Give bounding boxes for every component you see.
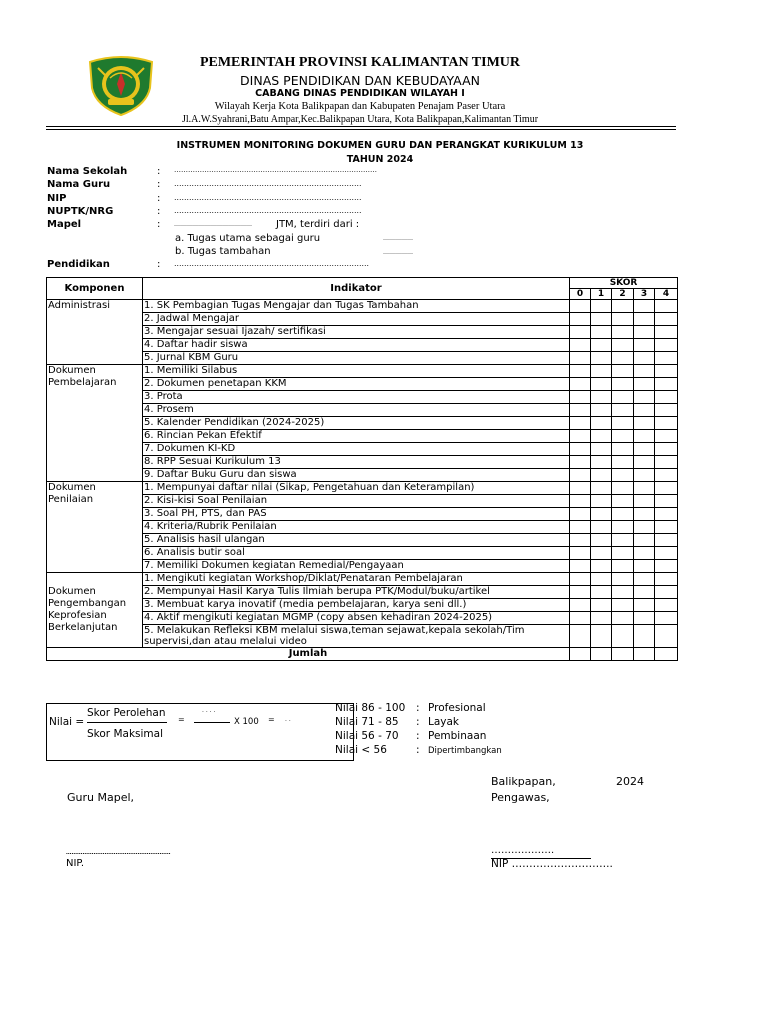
jumlah-label: Jumlah <box>47 648 570 661</box>
score-cell-2[interactable] <box>612 521 634 534</box>
score-cell-1[interactable] <box>591 443 612 456</box>
score-cell-3[interactable] <box>634 573 655 586</box>
document-title: INSTRUMEN MONITORING DOKUMEN GURU DAN PERANGKAT KURIKULUM 13 <box>176 140 584 151</box>
score-cell-2[interactable] <box>612 456 634 469</box>
score-cell-0[interactable] <box>570 482 591 495</box>
numerator-label: Skor Perolehan <box>87 707 166 719</box>
pendidikan-label: Pendidikan <box>47 259 110 270</box>
skor-col-2: 2 <box>612 289 634 300</box>
jtm-label: JTM, terdiri dari : <box>276 219 360 230</box>
score-cell-1[interactable] <box>591 300 612 313</box>
score-cell-3[interactable] <box>634 612 655 625</box>
score-cell-2[interactable] <box>612 547 634 560</box>
criteria-range: Nilai < 56 <box>335 744 387 756</box>
score-cell-2[interactable] <box>612 573 634 586</box>
monitoring-table <box>46 277 678 661</box>
score-cell-1[interactable] <box>591 599 612 612</box>
criteria-label: Dipertimbangkan <box>428 746 502 756</box>
indikator-cell: 8. RPP Sesuai Kurikulum 13 <box>143 456 570 469</box>
score-formula-box <box>46 703 354 761</box>
equals-sign: = <box>178 715 185 724</box>
score-cell-0[interactable] <box>570 352 591 365</box>
skor-col-1: 1 <box>591 289 612 300</box>
fraction-bar <box>87 722 167 723</box>
criteria-label: Layak <box>428 716 460 728</box>
score-cell-3[interactable] <box>634 482 655 495</box>
komponen-cell: Dokumen Penilaian <box>47 482 143 573</box>
header-branch: CABANG DINAS PENDIDIKAN WILAYAH I <box>255 88 465 99</box>
score-cell-0[interactable] <box>570 599 591 612</box>
score-cell-2[interactable] <box>612 300 634 313</box>
pengawas-nip[interactable]: NIP ……………………….. <box>491 858 613 870</box>
score-cell-1[interactable] <box>591 612 612 625</box>
jumlah-row <box>47 648 678 661</box>
score-cell-2[interactable] <box>612 365 634 378</box>
score-cell-2[interactable] <box>612 391 634 404</box>
times-100: X 100 <box>234 717 259 727</box>
score-cell-3[interactable] <box>634 339 655 352</box>
score-cell-4[interactable] <box>655 417 678 430</box>
score-cell-3[interactable] <box>634 378 655 391</box>
indikator-cell: 3. Membuat karya inovatif (media pembelajaran, karya seni dll.) <box>143 599 570 612</box>
indikator-cell: 5. Analisis hasil ulangan <box>143 534 570 547</box>
table-row <box>47 573 678 586</box>
score-cell-1[interactable] <box>591 378 612 391</box>
score-cell-0[interactable] <box>570 456 591 469</box>
score-cell-3[interactable] <box>634 495 655 508</box>
score-cell-1[interactable] <box>591 495 612 508</box>
indikator-cell: 2. Dokumen penetapan KKM <box>143 378 570 391</box>
jumlah-score-cell-2[interactable] <box>612 648 634 661</box>
indikator-cell: 2. Kisi-kisi Soal Penilaian <box>143 495 570 508</box>
score-cell-0[interactable] <box>570 521 591 534</box>
score-cell-4[interactable] <box>655 456 678 469</box>
score-cell-2[interactable] <box>612 378 634 391</box>
score-cell-2[interactable] <box>612 495 634 508</box>
score-cell-4[interactable] <box>655 508 678 521</box>
nuptk-field[interactable]: ………………………………………………………………… <box>174 206 362 215</box>
skor-col-4: 4 <box>655 289 678 300</box>
criteria-label: Pembinaan <box>428 730 487 742</box>
score-cell-2[interactable] <box>612 508 634 521</box>
blank-fraction-bar <box>194 722 230 723</box>
score-cell-4[interactable] <box>655 378 678 391</box>
komponen-cell: Administrasi <box>47 300 143 365</box>
score-cell-3[interactable] <box>634 417 655 430</box>
score-cell-4[interactable] <box>655 313 678 326</box>
score-cell-0[interactable] <box>570 612 591 625</box>
score-cell-2[interactable] <box>612 352 634 365</box>
score-cell-1[interactable] <box>591 352 612 365</box>
nama-guru-label: Nama Guru <box>47 179 111 190</box>
score-cell-4[interactable] <box>655 495 678 508</box>
indikator-cell: 2. Jadwal Mengajar <box>143 313 570 326</box>
score-cell-4[interactable] <box>655 443 678 456</box>
score-cell-0[interactable] <box>570 547 591 560</box>
indikator-cell: 5. Jurnal KBM Guru <box>143 352 570 365</box>
indikator-cell: 3. Prota <box>143 391 570 404</box>
indikator-cell: 4. Daftar hadir siswa <box>143 339 570 352</box>
jumlah-score-cell-4[interactable] <box>655 648 678 661</box>
score-cell-1[interactable] <box>591 547 612 560</box>
score-cell-1[interactable] <box>591 573 612 586</box>
score-cell-1[interactable] <box>591 391 612 404</box>
header-region: Wilayah Kerja Kota Balikpapan dan Kabupaten Penajam Paser Utara <box>214 101 506 112</box>
score-cell-0[interactable] <box>570 391 591 404</box>
score-cell-3[interactable] <box>634 391 655 404</box>
score-cell-2[interactable] <box>612 625 634 648</box>
score-cell-3[interactable] <box>634 508 655 521</box>
score-cell-1[interactable] <box>591 339 612 352</box>
indikator-cell: 6. Rincian Pekan Efektif <box>143 430 570 443</box>
score-cell-0[interactable] <box>570 339 591 352</box>
score-cell-1[interactable] <box>591 456 612 469</box>
tugas-utama-field[interactable]: …………… <box>383 235 413 242</box>
score-cell-4[interactable] <box>655 573 678 586</box>
pendidikan-field[interactable]: …………………………………………………………………… <box>174 259 369 268</box>
criteria-range: Nilai 86 - 100 <box>335 702 406 714</box>
score-cell-4[interactable] <box>655 560 678 573</box>
nama-guru-colon: : <box>157 179 161 190</box>
score-cell-0[interactable] <box>570 404 591 417</box>
indikator-cell: 4. Aktif mengikuti kegiatan MGMP (copy absen kehadiran 2024-2025) <box>143 612 570 625</box>
criteria-label: Profesional <box>428 702 486 714</box>
score-cell-1[interactable] <box>591 404 612 417</box>
score-cell-4[interactable] <box>655 300 678 313</box>
score-cell-3[interactable] <box>634 300 655 313</box>
score-cell-3[interactable] <box>634 456 655 469</box>
score-cell-0[interactable] <box>570 560 591 573</box>
score-cell-3[interactable] <box>634 469 655 482</box>
score-cell-3[interactable] <box>634 534 655 547</box>
score-cell-3[interactable] <box>634 430 655 443</box>
score-cell-2[interactable] <box>612 326 634 339</box>
score-cell-4[interactable] <box>655 482 678 495</box>
indikator-cell: 7. Memiliki Dokumen kegiatan Remedial/Pengayaan <box>143 560 570 573</box>
nama-sekolah-field[interactable]: …………………………………………………………………………… <box>174 166 377 174</box>
table-row <box>47 482 678 495</box>
score-cell-3[interactable] <box>634 326 655 339</box>
skor-col-3: 3 <box>634 289 655 300</box>
tugas-tambahan-field[interactable]: …………… <box>383 249 413 256</box>
score-cell-4[interactable] <box>655 339 678 352</box>
nama-sekolah-colon: : <box>157 166 161 177</box>
score-cell-3[interactable] <box>634 521 655 534</box>
score-cell-4[interactable] <box>655 391 678 404</box>
score-cell-0[interactable] <box>570 495 591 508</box>
score-cell-4[interactable] <box>655 599 678 612</box>
score-cell-4[interactable] <box>655 352 678 365</box>
score-cell-1[interactable] <box>591 560 612 573</box>
score-cell-0[interactable] <box>570 326 591 339</box>
score-cell-1[interactable] <box>591 625 612 648</box>
pengawas-signature-line[interactable]: ………………. <box>491 845 555 856</box>
score-cell-1[interactable] <box>591 482 612 495</box>
score-cell-3[interactable] <box>634 586 655 599</box>
nip-colon: : <box>157 193 161 204</box>
score-cell-4[interactable] <box>655 612 678 625</box>
indikator-cell: 6. Analisis butir soal <box>143 547 570 560</box>
criteria-colon: : <box>416 702 420 714</box>
score-cell-0[interactable] <box>570 625 591 648</box>
score-cell-4[interactable] <box>655 365 678 378</box>
table-row <box>47 365 678 378</box>
score-cell-4[interactable] <box>655 404 678 417</box>
indikator-cell: 4. Prosem <box>143 404 570 417</box>
criteria-range: Nilai 56 - 70 <box>335 730 399 742</box>
header-address: Jl.A.W.Syahrani,Batu Ampar,Kec.Balikpapan Utara, Kota Balikpapan,Kalimantan Timur <box>181 114 539 125</box>
score-cell-2[interactable] <box>612 313 634 326</box>
criteria-range: Nilai 71 - 85 <box>335 716 399 728</box>
indikator-cell: 7. Dokumen KI-KD <box>143 443 570 456</box>
criteria-colon: : <box>416 744 420 756</box>
score-cell-2[interactable] <box>612 560 634 573</box>
nama-sekolah-label: Nama Sekolah <box>47 166 128 177</box>
provincial-emblem-logo <box>86 54 156 116</box>
guru-signature-line[interactable]: ………………………………………………… <box>66 850 171 856</box>
score-cell-1[interactable] <box>591 365 612 378</box>
mapel-field[interactable]: ………………………………… <box>174 221 252 228</box>
signature-year: 2024 <box>616 775 644 788</box>
indikator-cell: 1. Memiliki Silabus <box>143 365 570 378</box>
denominator-label: Skor Maksimal <box>87 728 163 740</box>
placeholder-dots-top: · · · · <box>202 709 216 716</box>
score-cell-1[interactable] <box>591 534 612 547</box>
score-cell-3[interactable] <box>634 313 655 326</box>
indikator-cell: 3. Soal PH, PTS, dan PAS <box>143 508 570 521</box>
score-cell-0[interactable] <box>570 586 591 599</box>
score-cell-4[interactable] <box>655 547 678 560</box>
score-cell-2[interactable] <box>612 599 634 612</box>
indikator-cell: 5. Melakukan Refleksi KBM melalui siswa,teman sejawat,kepala sekolah/Tim supervisi,dan atau melalui video <box>143 625 570 648</box>
score-cell-4[interactable] <box>655 534 678 547</box>
equals-sign-2: = <box>268 715 275 724</box>
score-cell-1[interactable] <box>591 326 612 339</box>
header-divider <box>46 126 676 127</box>
score-cell-0[interactable] <box>570 430 591 443</box>
score-cell-1[interactable] <box>591 508 612 521</box>
score-cell-4[interactable] <box>655 326 678 339</box>
score-cell-4[interactable] <box>655 586 678 599</box>
score-cell-2[interactable] <box>612 469 634 482</box>
score-cell-4[interactable] <box>655 521 678 534</box>
pengawas-label: Pengawas, <box>491 791 550 804</box>
score-cell-0[interactable] <box>570 417 591 430</box>
score-cell-1[interactable] <box>591 469 612 482</box>
indikator-cell: 4. Kriteria/Rubrik Penilaian <box>143 521 570 534</box>
score-cell-0[interactable] <box>570 443 591 456</box>
score-cell-2[interactable] <box>612 586 634 599</box>
score-cell-1[interactable] <box>591 521 612 534</box>
nilai-label: Nilai = <box>49 716 85 728</box>
tugas-tambahan-label: b. Tugas tambahan <box>175 246 271 257</box>
score-cell-0[interactable] <box>570 469 591 482</box>
mapel-label: Mapel <box>47 219 82 230</box>
mapel-colon: : <box>157 219 161 230</box>
table-row <box>47 300 678 313</box>
jumlah-score-cell-1[interactable] <box>591 648 612 661</box>
indikator-cell: 1. SK Pembagian Tugas Mengajar dan Tugas Tambahan <box>143 300 570 313</box>
score-cell-3[interactable] <box>634 404 655 417</box>
score-cell-2[interactable] <box>612 443 634 456</box>
komponen-cell: Dokumen Pengembangan Keprofesian Berkelanjutan <box>47 573 143 648</box>
header-divider-thin <box>46 129 676 130</box>
pendidikan-colon: : <box>157 259 161 270</box>
nuptk-label: NUPTK/NRG <box>47 206 114 217</box>
score-cell-3[interactable] <box>634 547 655 560</box>
score-cell-2[interactable] <box>612 534 634 547</box>
komponen-header: Komponen <box>47 278 143 300</box>
score-cell-0[interactable] <box>570 573 591 586</box>
criteria-colon: : <box>416 730 420 742</box>
indikator-cell: 9. Daftar Buku Guru dan siswa <box>143 469 570 482</box>
score-cell-2[interactable] <box>612 417 634 430</box>
signature-city: Balikpapan, <box>491 775 556 788</box>
score-cell-1[interactable] <box>591 586 612 599</box>
nama-guru-field[interactable]: ………………………………………………………………… <box>174 179 362 188</box>
header-title: PEMERINTAH PROVINSI KALIMANTAN TIMUR <box>199 55 521 70</box>
score-cell-3[interactable] <box>634 599 655 612</box>
score-cell-0[interactable] <box>570 378 591 391</box>
indikator-header: Indikator <box>143 278 570 300</box>
score-cell-0[interactable] <box>570 313 591 326</box>
tugas-utama-label: a. Tugas utama sebagai guru <box>175 233 321 244</box>
document-year: TAHUN 2024 <box>346 154 414 165</box>
nip-field[interactable]: ………………………………………………………………… <box>174 193 362 202</box>
score-cell-0[interactable] <box>570 365 591 378</box>
score-cell-1[interactable] <box>591 430 612 443</box>
score-cell-2[interactable] <box>612 430 634 443</box>
guru-nip: NIP. <box>66 858 85 869</box>
indikator-cell: 2. Mempunyai Hasil Karya Tulis Ilmiah berupa PTK/Modul/buku/artikel <box>143 586 570 599</box>
score-cell-1[interactable] <box>591 417 612 430</box>
criteria-colon: : <box>416 716 420 728</box>
nuptk-colon: : <box>157 206 161 217</box>
score-cell-2[interactable] <box>612 404 634 417</box>
score-cell-2[interactable] <box>612 339 634 352</box>
score-cell-3[interactable] <box>634 352 655 365</box>
indikator-cell: 3. Mengajar sesuai Ijazah/ sertifikasi <box>143 326 570 339</box>
komponen-cell: Dokumen Pembelajaran <box>47 365 143 482</box>
indikator-cell: 1. Mengikuti kegiatan Workshop/Diklat/Penataran Pembelajaran <box>143 573 570 586</box>
jumlah-score-cell-3[interactable] <box>634 648 655 661</box>
score-cell-3[interactable] <box>634 443 655 456</box>
nip-label: NIP <box>47 193 67 204</box>
header-agency: DINAS PENDIDIKAN DAN KEBUDAYAAN <box>240 73 480 88</box>
score-cell-4[interactable] <box>655 430 678 443</box>
score-cell-0[interactable] <box>570 300 591 313</box>
score-cell-0[interactable] <box>570 508 591 521</box>
score-cell-4[interactable] <box>655 469 678 482</box>
indikator-cell: 1. Mempunyai daftar nilai (Sikap, Pengetahuan dan Keterampilan) <box>143 482 570 495</box>
placeholder-dots-right: · · <box>285 718 291 725</box>
score-cell-0[interactable] <box>570 534 591 547</box>
score-cell-1[interactable] <box>591 313 612 326</box>
guru-mapel-label: Guru Mapel, <box>67 791 135 804</box>
score-cell-4[interactable] <box>655 625 678 648</box>
jumlah-score-cell-0[interactable] <box>570 648 591 661</box>
score-cell-3[interactable] <box>634 365 655 378</box>
score-cell-2[interactable] <box>612 612 634 625</box>
score-cell-3[interactable] <box>634 625 655 648</box>
indikator-cell: 5. Kalender Pendidikan (2024-2025) <box>143 417 570 430</box>
skor-col-0: 0 <box>570 289 591 300</box>
score-cell-2[interactable] <box>612 482 634 495</box>
score-cell-3[interactable] <box>634 560 655 573</box>
skor-header: SKOR <box>570 278 678 289</box>
